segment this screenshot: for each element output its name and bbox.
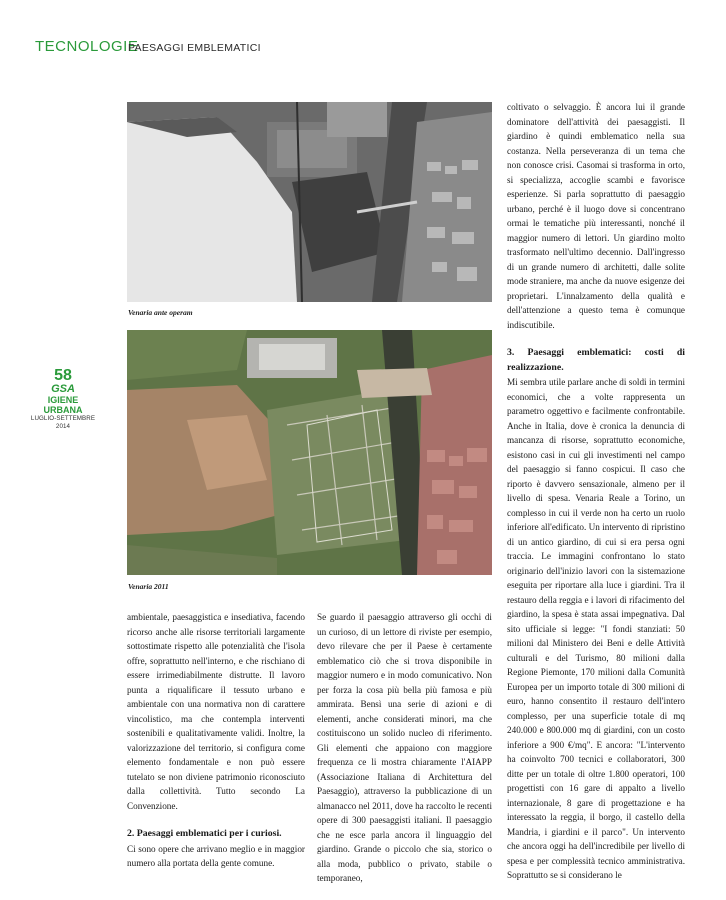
- caption-2011: Venaria 2011: [128, 582, 169, 591]
- section-title: TECNOLOGIE: [35, 38, 139, 55]
- brand-logo: GSA: [51, 383, 75, 395]
- aerial-photo-before: [127, 102, 492, 302]
- body-paragraph: Mi sembra utile parlare anche di soldi in termini economici, che a volte rappresenta un parametro oggettivo e facilmente confrontabile. Anche in Italia, dove è cronica la denuncia di mancanza di risorse, soprattutto economiche, esistono casi in cui gli investimenti nel campo del paesaggio si fanno cospicui. Il caso che riporto è davvero sensazionale, almeno per il livello di spesa. Venaria Reale a Torino, un complesso in cui il verde non ha certo un ruolo inferiore all'edificato. Un intervento di ripristino di un antico giardino, di cui si era persa ogni traccia. Le immagini confrontano lo stato originario dell'inizio lavori con la sistemazione eseguita per riportare alla luce i giardini. Tra il restauro della reggia e i lavori di rifacimento del giardino, la spesa è stata assai impegnativa. Dal sito ufficiale si legge: "I fondi stanziati: 50 milioni dal Ministero dei Beni e delle Attività culturali e del Turismo, 80 milioni dalla Regione Piemonte, 170 milioni dalla Comunità Europea per un importo totale di 300 milioni di euro, hanno consentito il restauro dell'intero complesso, per una superficie totale di mq 240.000 e 800.000 mq di giardini, con un costo inferiore a 900 €/mq". E ancora: "L'intervento ha coinvolto 700 tecnici e collaboratori, 300 ditte per un totale di oltre 1.800 operatori, 100 progettisti con 16 gare di appalto a livello internazionale, 8 gare di progettazione e ha interessato la reggia, il borgo, il castello della Mandria, i giardini e il parco". Un intervento che ancora oggi ha dell'incredibile per livello di spesa e per complessità tecnico amministrativa. Soprattutto se si considerano le: [507, 377, 685, 880]
- text-column-3: [507, 100, 685, 883]
- text-column-1: [127, 610, 305, 871]
- issue-date: LUGLIO-SETTEMBRE 2014: [30, 415, 96, 430]
- body-paragraph: ambientale, paesaggistica e insediativa, facendo ricorso anche alle risorse territoriali largamente sottostimate rispetto alle potenzialità che l'isola offre, soprattutto nell'interno, e che rischiano di essere irrimediabilmente distrutte. Il lavoro punta a riqualificare il tessuto urbano e ambientale con una normativa non di carattere vincolistico, ma che contempla interventi sostenibili e qualitativamente validi. Inoltre, la valorizzazione del territorio, si configura come elemento fondamentale e non può essere tutelato se non diviene patrimonio riconosciuto dalla collettività. Tutto secondo La Convenzione.: [127, 612, 305, 811]
- body-paragraph: Ci sono opere che arrivano meglio e in maggior numero alla portata della gente comune.: [127, 843, 305, 868]
- sidebar-masthead: [30, 368, 96, 431]
- body-paragraph: Se guardo il paesaggio attraverso gli occhi di un curioso, di un lettore di riviste per esempio, devo rilevare che per il Paese è certamente emblematico ciò che si trova disponibile in maggior numero e in modo comunicativo. Non per forza la cosa più bella più famosa e più ammirata. Bensì una serie di azioni e di elementi, anche considerati minori, ma che costituiscono un solido nucleo di riferimento. Gli elementi che appaiono con maggiore frequenza ce li mostra chiaramente l'AIAPP (Associazione Italiana di Architettura del Paesaggio), attraverso la pubblicazione di un almanacco nel 2011, dove ha raccolto le recenti opere di 300 paesaggisti italiani. Il paesaggio che ne esce parla ancora il linguaggio del giardino. Grande o piccolo che sia, storico o alla moda, pubblico o privato, stabile o temporaneo,: [317, 612, 492, 883]
- topic-title: PAESAGGI EMBLEMATICI: [128, 42, 261, 54]
- body-paragraph: coltivato o selvaggio. È ancora lui il grande dominatore dell'attività dei paesaggisti. Il giardino è quindi emblematico nella sua costanza. Nella perseveranza di un tema che non conosce crisi. Casomai si trasforma in orto, si specializza, accoglie scambi e favorisce esperienze. Si parla soprattutto di paesaggio urbano, perché è il luogo dove si concentrano ormai le tematiche più interessanti, nonché il maggior numero di lettori. Un giardino molto trasformato nell'ultimo decennio. Dall'ingresso di un grande numero di architetti, dalle solite mode straniere, ma anche da nuove esigenze dei proprietari. L'innalzamento della qualità e dell'attenzione a questo tema è comunque indiscutibile.: [507, 102, 685, 330]
- magazine-name: IGIENE URBANA: [43, 395, 83, 415]
- page-number: 58: [54, 367, 72, 384]
- section-heading-3: 3. Paesaggi emblematici: costi di realizzazione.: [507, 347, 685, 373]
- page-header: [35, 38, 706, 58]
- aerial-photo-2011: [127, 330, 492, 575]
- section-heading-2: 2. Paesaggi emblematici per i curiosi.: [127, 828, 282, 839]
- caption-before: Venaria ante operam: [128, 308, 193, 317]
- text-column-2: [317, 610, 492, 886]
